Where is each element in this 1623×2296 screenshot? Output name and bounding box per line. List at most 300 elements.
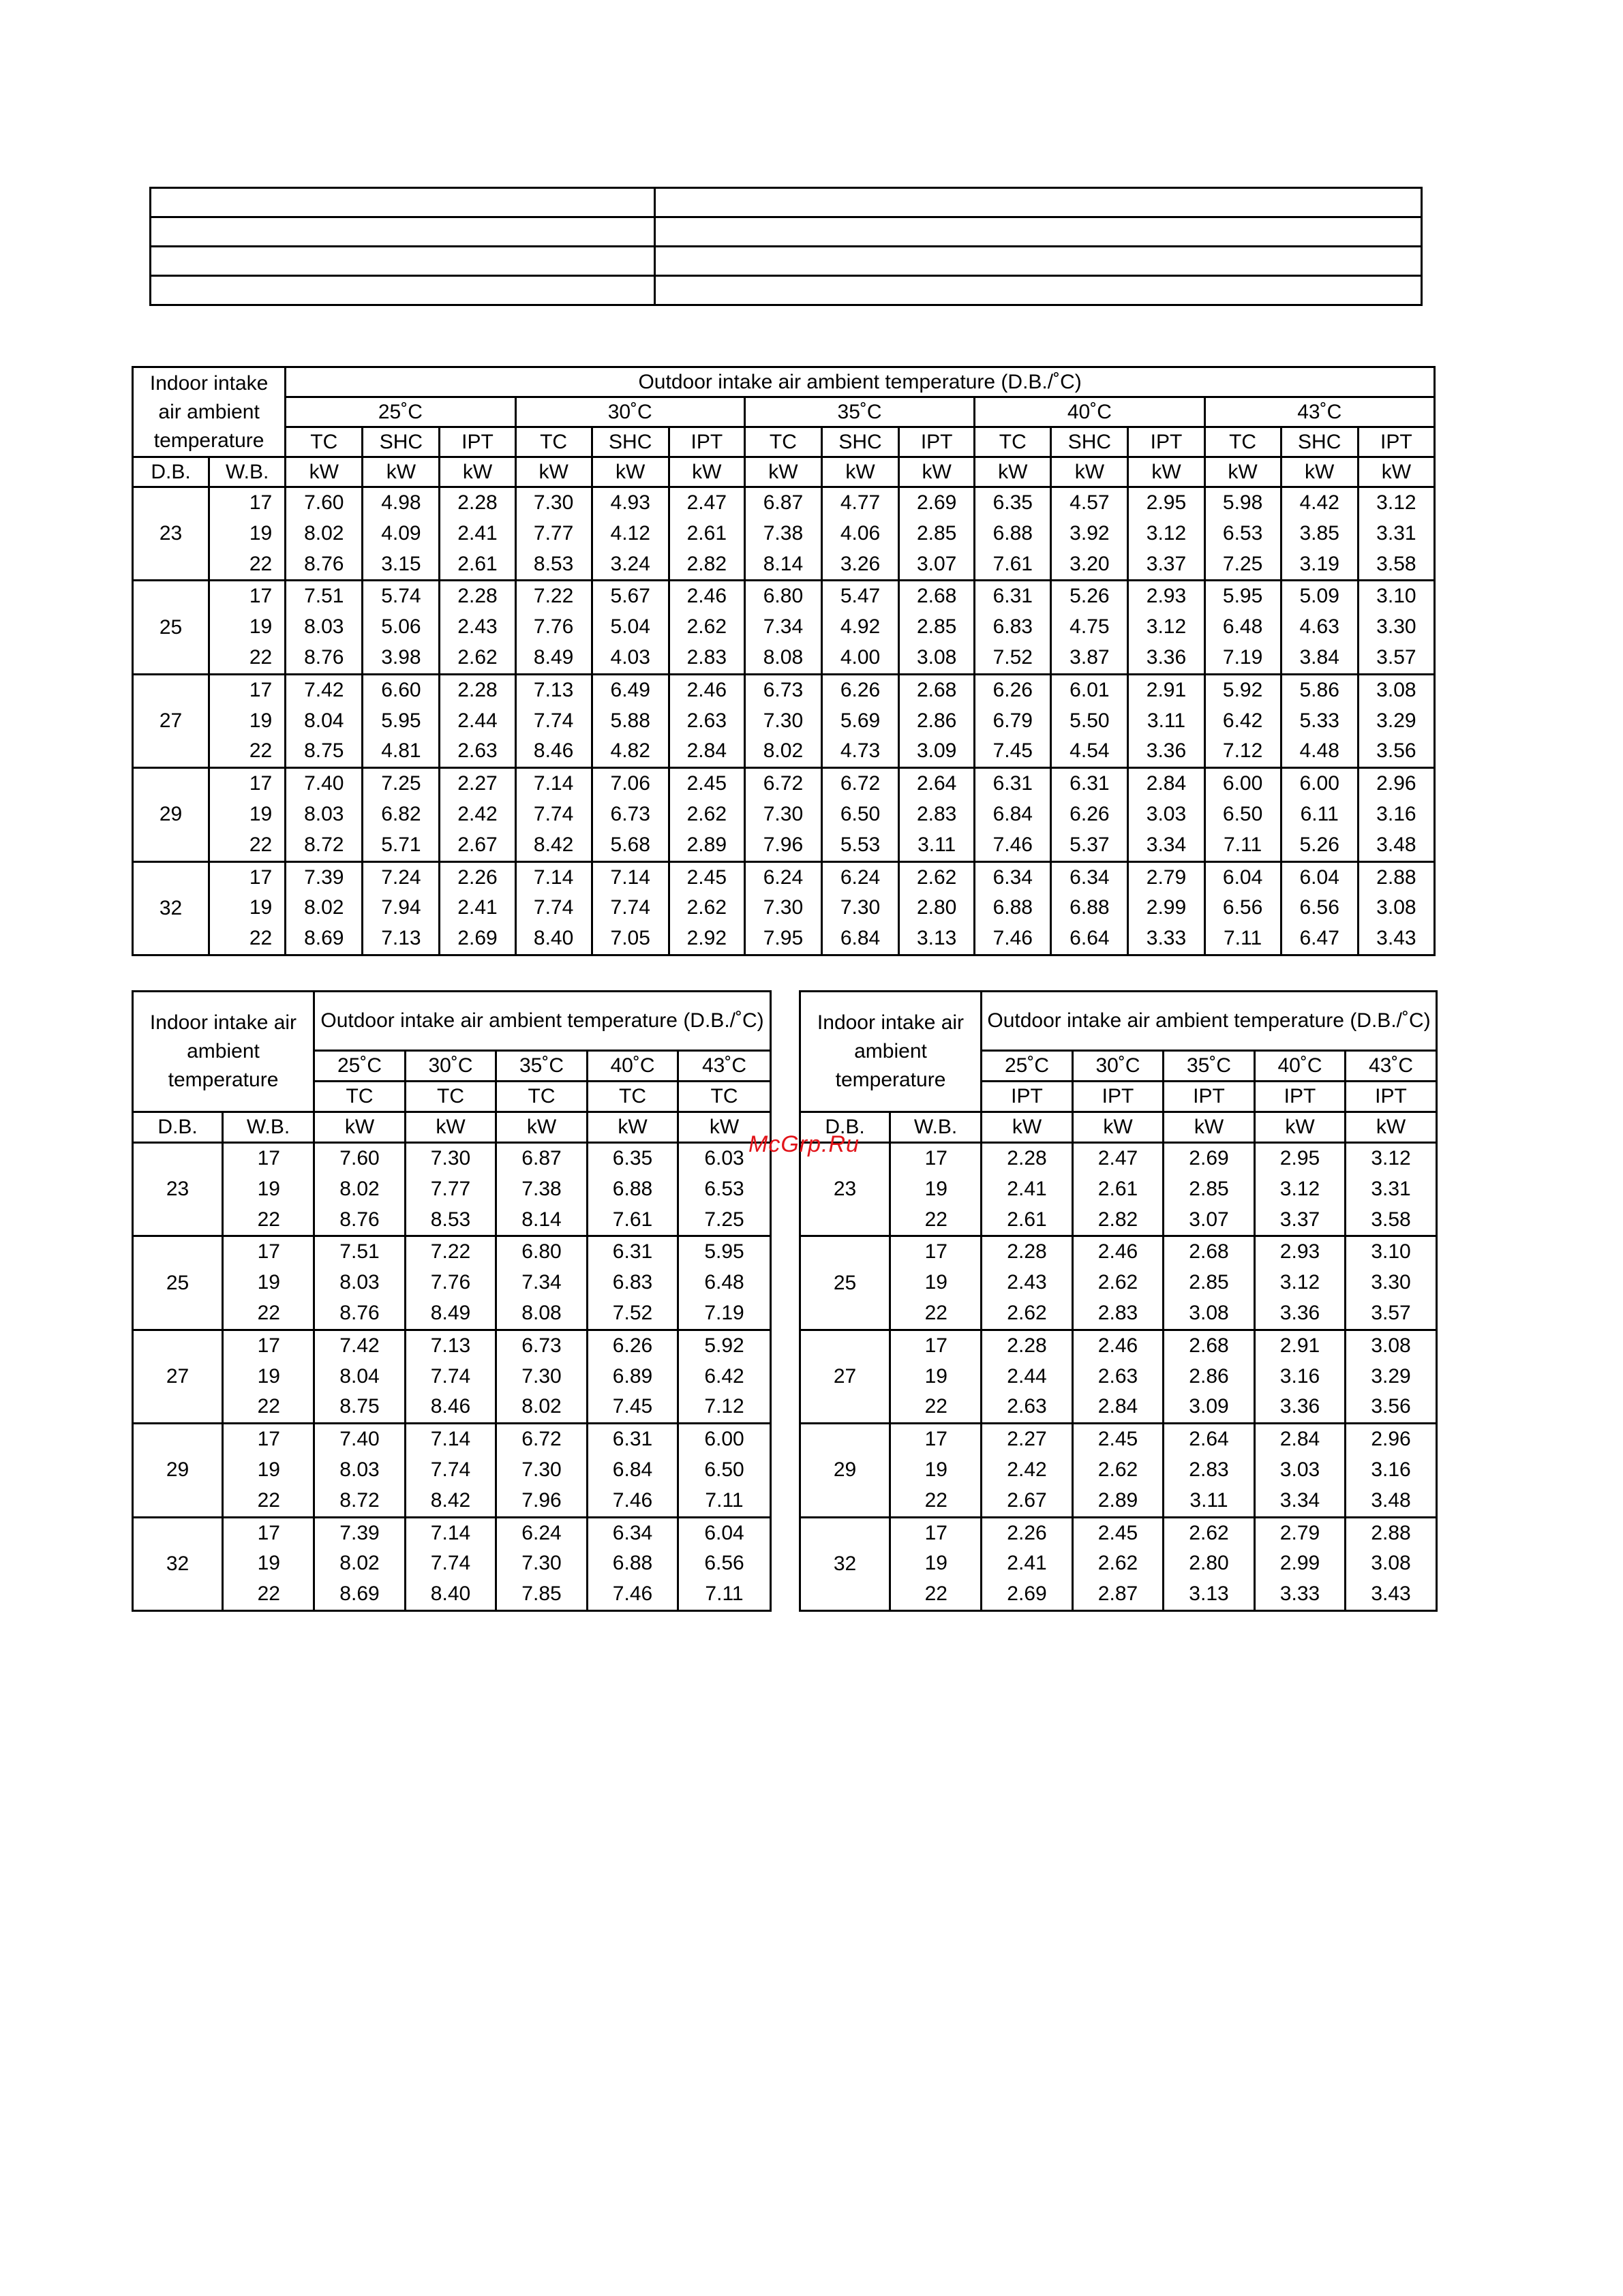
value: 3.08 [916,645,957,669]
temp-header: 30˚C [515,397,744,427]
blank-row [151,217,1422,247]
value: 6.04 [704,1521,744,1544]
unit-label: kW [821,457,898,487]
value: 6.72 [840,772,881,795]
data-cell [669,487,744,581]
value: 4.77 [840,491,881,514]
data-cell [314,1236,406,1330]
value: 7.77 [430,1177,471,1200]
blank-cell [655,217,1422,247]
blank-cell [151,247,655,276]
wb-value: 17 [249,491,273,514]
data-cell [496,1143,588,1236]
value: 3.07 [1189,1208,1229,1231]
data-cell [592,768,669,861]
value: 2.42 [457,802,498,825]
value: 7.60 [339,1147,380,1169]
value: 3.19 [1299,552,1339,575]
value: 5.06 [381,615,421,639]
value: 8.69 [304,927,344,950]
db-label: D.B. [800,1112,890,1143]
value: 6.89 [612,1364,653,1388]
blank-cell [655,247,1422,276]
value: 3.56 [1376,739,1416,763]
value: 2.62 [1189,1521,1229,1544]
value: 3.87 [1070,645,1110,669]
value: 3.29 [1376,709,1416,732]
value: 4.06 [840,521,881,545]
data-cell [588,1236,678,1330]
table-row [800,1236,1437,1330]
subcol-header: IPT [1358,427,1434,457]
table-row [800,1424,1437,1517]
value: 6.31 [612,1428,653,1451]
unit-label: kW [1358,457,1434,487]
subcol-header: IPT [669,427,744,457]
value: 2.61 [1007,1208,1047,1231]
wb-value: 17 [924,1240,947,1264]
data-cell [592,581,669,674]
value: 7.24 [381,866,421,889]
value: 3.33 [1146,927,1187,950]
value: 2.42 [1007,1458,1047,1481]
wb-values [890,1236,982,1330]
value: 2.62 [1097,1271,1138,1294]
wb-value: 19 [249,615,273,639]
value: 8.49 [533,645,574,669]
indoor-header: Indoor intake air ambient temperature [133,992,314,1112]
data-cell [1051,768,1128,861]
value: 4.00 [840,645,881,669]
value: 5.88 [610,709,650,732]
data-cell [744,487,821,581]
value: 2.79 [1279,1521,1320,1544]
value: 4.48 [1299,739,1339,763]
value: 2.62 [1097,1552,1138,1575]
value: 7.14 [533,772,574,795]
value: 2.82 [1097,1208,1138,1231]
value: 6.84 [992,802,1033,825]
value: 2.61 [1097,1177,1138,1200]
value: 8.72 [339,1488,380,1512]
value: 4.42 [1299,491,1339,514]
wb-values [223,1236,314,1330]
data-cell [406,1236,496,1330]
wb-value: 17 [249,866,273,889]
value: 7.39 [339,1521,380,1544]
db-value: 29 [133,768,209,861]
data-cell [821,768,898,861]
data-cell [1128,581,1204,674]
value: 3.09 [1189,1395,1229,1418]
value: 6.35 [612,1147,653,1169]
wb-value: 22 [249,739,273,763]
outdoor-header: Outdoor intake air ambient temperature (D.B./˚C) [286,367,1435,397]
value: 8.04 [304,709,344,732]
outdoor-header: Outdoor intake air ambient temperature (D.B./˚C) [982,992,1437,1051]
blank-cell [655,188,1422,217]
value: 2.28 [1007,1240,1047,1264]
value: 7.30 [521,1364,562,1388]
value: 4.09 [381,521,421,545]
value: 2.63 [686,709,727,732]
wb-values [890,1517,982,1610]
subcol-header: IPT [1073,1082,1164,1112]
value: 8.40 [430,1582,471,1606]
value: 3.56 [1371,1395,1411,1418]
value: 2.44 [1007,1364,1047,1388]
data-cell [440,674,515,767]
value: 2.84 [1146,772,1187,795]
wb-value: 22 [924,1488,947,1512]
data-cell [592,487,669,581]
data-cell [1204,487,1281,581]
data-cell [1073,1143,1164,1236]
value: 2.82 [686,552,727,575]
value: 6.00 [1299,772,1339,795]
data-cell [1204,674,1281,767]
value: 2.79 [1146,866,1187,889]
unit-label: kW [899,457,975,487]
value: 3.30 [1376,615,1416,639]
value: 2.27 [457,772,498,795]
value: 6.26 [992,678,1033,701]
value: 7.96 [763,833,804,856]
value: 6.80 [763,585,804,608]
value: 3.12 [1279,1177,1320,1200]
value: 2.28 [1007,1147,1047,1169]
value: 4.03 [610,645,650,669]
data-cell [1051,487,1128,581]
data-cell [1073,1330,1164,1423]
db-value: 27 [133,674,209,767]
value: 7.11 [1224,927,1262,950]
value: 8.02 [521,1395,562,1418]
data-cell [314,1330,406,1423]
cooling-capacity-table [132,366,1436,956]
value: 5.37 [1070,833,1110,856]
value: 3.85 [1299,521,1339,545]
db-value: 32 [800,1517,890,1610]
value: 6.87 [521,1147,562,1169]
data-cell [496,1517,588,1610]
value: 4.75 [1070,615,1110,639]
data-cell [899,768,975,861]
value: 3.37 [1279,1208,1320,1231]
value: 6.88 [992,521,1033,545]
wb-value: 19 [249,896,273,919]
wb-value: 22 [257,1488,280,1512]
data-cell [744,768,821,861]
value: 3.03 [1279,1458,1320,1481]
value: 8.53 [430,1208,471,1231]
value: 8.02 [304,521,344,545]
value: 3.36 [1279,1395,1320,1418]
unit-label: kW [744,457,821,487]
value: 3.08 [1376,678,1416,701]
wb-value: 22 [249,833,273,856]
subcol-header: IPT [899,427,975,457]
indoor-header: Indoor intake air ambient temperature [800,992,982,1112]
value: 2.83 [1097,1301,1138,1324]
value: 2.26 [457,866,498,889]
data-cell [1204,861,1281,955]
value: 2.80 [916,896,957,919]
value: 6.31 [612,1240,653,1264]
value: 5.33 [1299,709,1339,732]
db-value: 29 [800,1424,890,1517]
value: 6.84 [612,1458,653,1481]
value: 8.03 [339,1458,380,1481]
temp-header: 35˚C [496,1051,588,1082]
value: 4.12 [610,521,650,545]
value: 3.34 [1279,1488,1320,1512]
value: 7.12 [704,1395,744,1418]
unit-label: kW [669,457,744,487]
temp-header: 35˚C [744,397,974,427]
data-cell [1128,768,1204,861]
wb-value: 17 [249,678,273,701]
unit-label: kW [406,1112,496,1143]
subcol-header: SHC [1051,427,1128,457]
value: 4.92 [840,615,881,639]
wb-values [209,581,286,674]
value: 3.12 [1146,615,1187,639]
value: 7.74 [610,896,650,919]
unit-label: kW [515,457,592,487]
data-cell [406,1143,496,1236]
value: 6.83 [612,1271,653,1294]
value: 2.87 [1097,1582,1138,1606]
table-row [133,581,1435,674]
value: 4.63 [1299,615,1339,639]
table-row [133,861,1435,955]
value: 8.02 [339,1177,380,1200]
data-cell [669,581,744,674]
temp-header: 40˚C [1255,1051,1346,1082]
value: 6.72 [763,772,804,795]
value: 5.50 [1070,709,1110,732]
value: 2.88 [1371,1521,1411,1544]
wb-value: 17 [257,1240,280,1264]
data-cell [1051,581,1128,674]
value: 2.45 [686,772,727,795]
value: 7.52 [992,645,1033,669]
value: 6.73 [610,802,650,825]
value: 6.53 [1222,521,1263,545]
value: 2.68 [1189,1240,1229,1264]
wb-value: 19 [257,1364,280,1388]
value: 2.62 [686,896,727,919]
value: 7.30 [521,1552,562,1575]
data-cell [1346,1517,1437,1610]
value: 8.76 [339,1208,380,1231]
wb-value: 22 [924,1582,947,1606]
data-cell [363,674,440,767]
wb-value: 17 [249,585,273,608]
value: 6.50 [840,802,881,825]
value: 7.76 [430,1271,471,1294]
wb-value: 19 [924,1271,947,1294]
value: 6.56 [1222,896,1263,919]
value: 6.04 [1222,866,1263,889]
value: 6.56 [1299,896,1339,919]
value: 6.79 [992,709,1033,732]
db-value: 29 [133,1424,223,1517]
value: 6.31 [992,772,1033,795]
data-cell [1204,768,1281,861]
value: 2.89 [1097,1488,1138,1512]
value: 3.33 [1279,1582,1320,1606]
value: 7.14 [610,866,650,889]
value: 8.42 [533,833,574,856]
unit-label: kW [588,1112,678,1143]
value: 3.37 [1146,552,1187,575]
data-cell [1346,1236,1437,1330]
value: 7.25 [1222,552,1263,575]
wb-label: W.B. [209,457,286,487]
subcol-header: IPT [440,427,515,457]
value: 2.62 [457,645,498,669]
data-cell [678,1424,771,1517]
value: 7.13 [533,678,574,701]
value: 3.03 [1146,802,1187,825]
data-cell [1358,861,1434,955]
wb-value: 22 [257,1582,280,1606]
wb-value: 19 [257,1177,280,1200]
value: 3.92 [1070,521,1110,545]
data-cell [975,487,1051,581]
value: 7.11 [1224,833,1262,856]
value: 7.46 [612,1488,653,1512]
temp-header: 43˚C [1346,1051,1437,1082]
data-cell [1051,861,1128,955]
wb-value: 19 [249,521,273,545]
wb-value: 19 [249,709,273,732]
value: 2.68 [916,678,957,701]
data-cell [982,1143,1073,1236]
value: 3.26 [840,552,881,575]
value: 2.83 [916,802,957,825]
data-cell [515,768,592,861]
data-cell [1281,581,1358,674]
value: 2.84 [1097,1395,1138,1418]
data-cell [1358,581,1434,674]
temp-header: 40˚C [975,397,1204,427]
wb-value: 17 [257,1147,280,1169]
value: 8.14 [763,552,804,575]
wb-value: 19 [924,1364,947,1388]
value: 7.42 [304,678,344,701]
data-cell [515,581,592,674]
watermark: McGrp.Ru [748,1131,860,1157]
value: 6.24 [521,1521,562,1544]
data-cell [1255,1517,1346,1610]
value: 7.14 [533,866,574,889]
data-cell [1255,1424,1346,1517]
value: 7.74 [533,896,574,919]
wb-value: 22 [924,1208,947,1231]
wb-value: 17 [924,1334,947,1357]
subcol-header: TC [286,427,363,457]
wb-value: 17 [257,1334,280,1357]
value: 3.31 [1371,1177,1411,1200]
value: 4.93 [610,491,650,514]
value: 2.28 [1007,1334,1047,1357]
subcol-header: TC [314,1082,406,1112]
value: 3.12 [1371,1147,1411,1169]
unit-label: kW [496,1112,588,1143]
value: 6.50 [1222,802,1263,825]
data-cell [286,487,363,581]
value: 2.93 [1279,1240,1320,1264]
value: 3.15 [381,552,421,575]
data-cell [363,487,440,581]
value: 8.03 [339,1271,380,1294]
value: 3.31 [1376,521,1416,545]
value: 3.16 [1371,1458,1411,1481]
data-cell [314,1424,406,1517]
value: 7.34 [763,615,804,639]
wb-value: 19 [924,1458,947,1481]
unit-label: kW [363,457,440,487]
subcol-header: IPT [1128,427,1204,457]
value: 2.67 [1007,1488,1047,1512]
value: 6.88 [612,1177,653,1200]
wb-value: 22 [924,1395,947,1418]
value: 2.47 [1097,1147,1138,1169]
value: 8.46 [430,1395,471,1418]
data-cell [678,1330,771,1423]
subcol-header: TC [406,1082,496,1112]
data-cell [592,861,669,955]
data-cell [744,674,821,767]
value: 7.12 [1222,739,1263,763]
value: 2.46 [1097,1240,1138,1264]
value: 6.73 [521,1334,562,1357]
data-cell [1073,1236,1164,1330]
data-cell [515,674,592,767]
value: 6.84 [840,927,881,950]
value: 8.08 [763,645,804,669]
data-cell [286,768,363,861]
data-cell [314,1143,406,1236]
value: 2.61 [457,552,498,575]
value: 6.31 [992,585,1033,608]
subcol-header: TC [678,1082,771,1112]
data-cell [440,581,515,674]
value: 8.76 [304,552,344,575]
value: 5.47 [840,585,881,608]
value: 2.41 [1007,1552,1047,1575]
unit-label: kW [975,457,1051,487]
value: 6.11 [1300,802,1339,825]
value: 5.92 [704,1334,744,1357]
data-cell [1204,581,1281,674]
value: 3.12 [1279,1271,1320,1294]
value: 7.13 [430,1334,471,1357]
value: 5.86 [1299,678,1339,701]
value: 2.43 [1007,1271,1047,1294]
value: 7.11 [705,1582,744,1606]
data-cell [1164,1517,1255,1610]
wb-value: 19 [257,1458,280,1481]
subcol-header: IPT [982,1082,1073,1112]
data-cell [1346,1330,1437,1423]
value: 8.76 [339,1301,380,1324]
data-cell [1358,674,1434,767]
value: 6.42 [1222,709,1263,732]
